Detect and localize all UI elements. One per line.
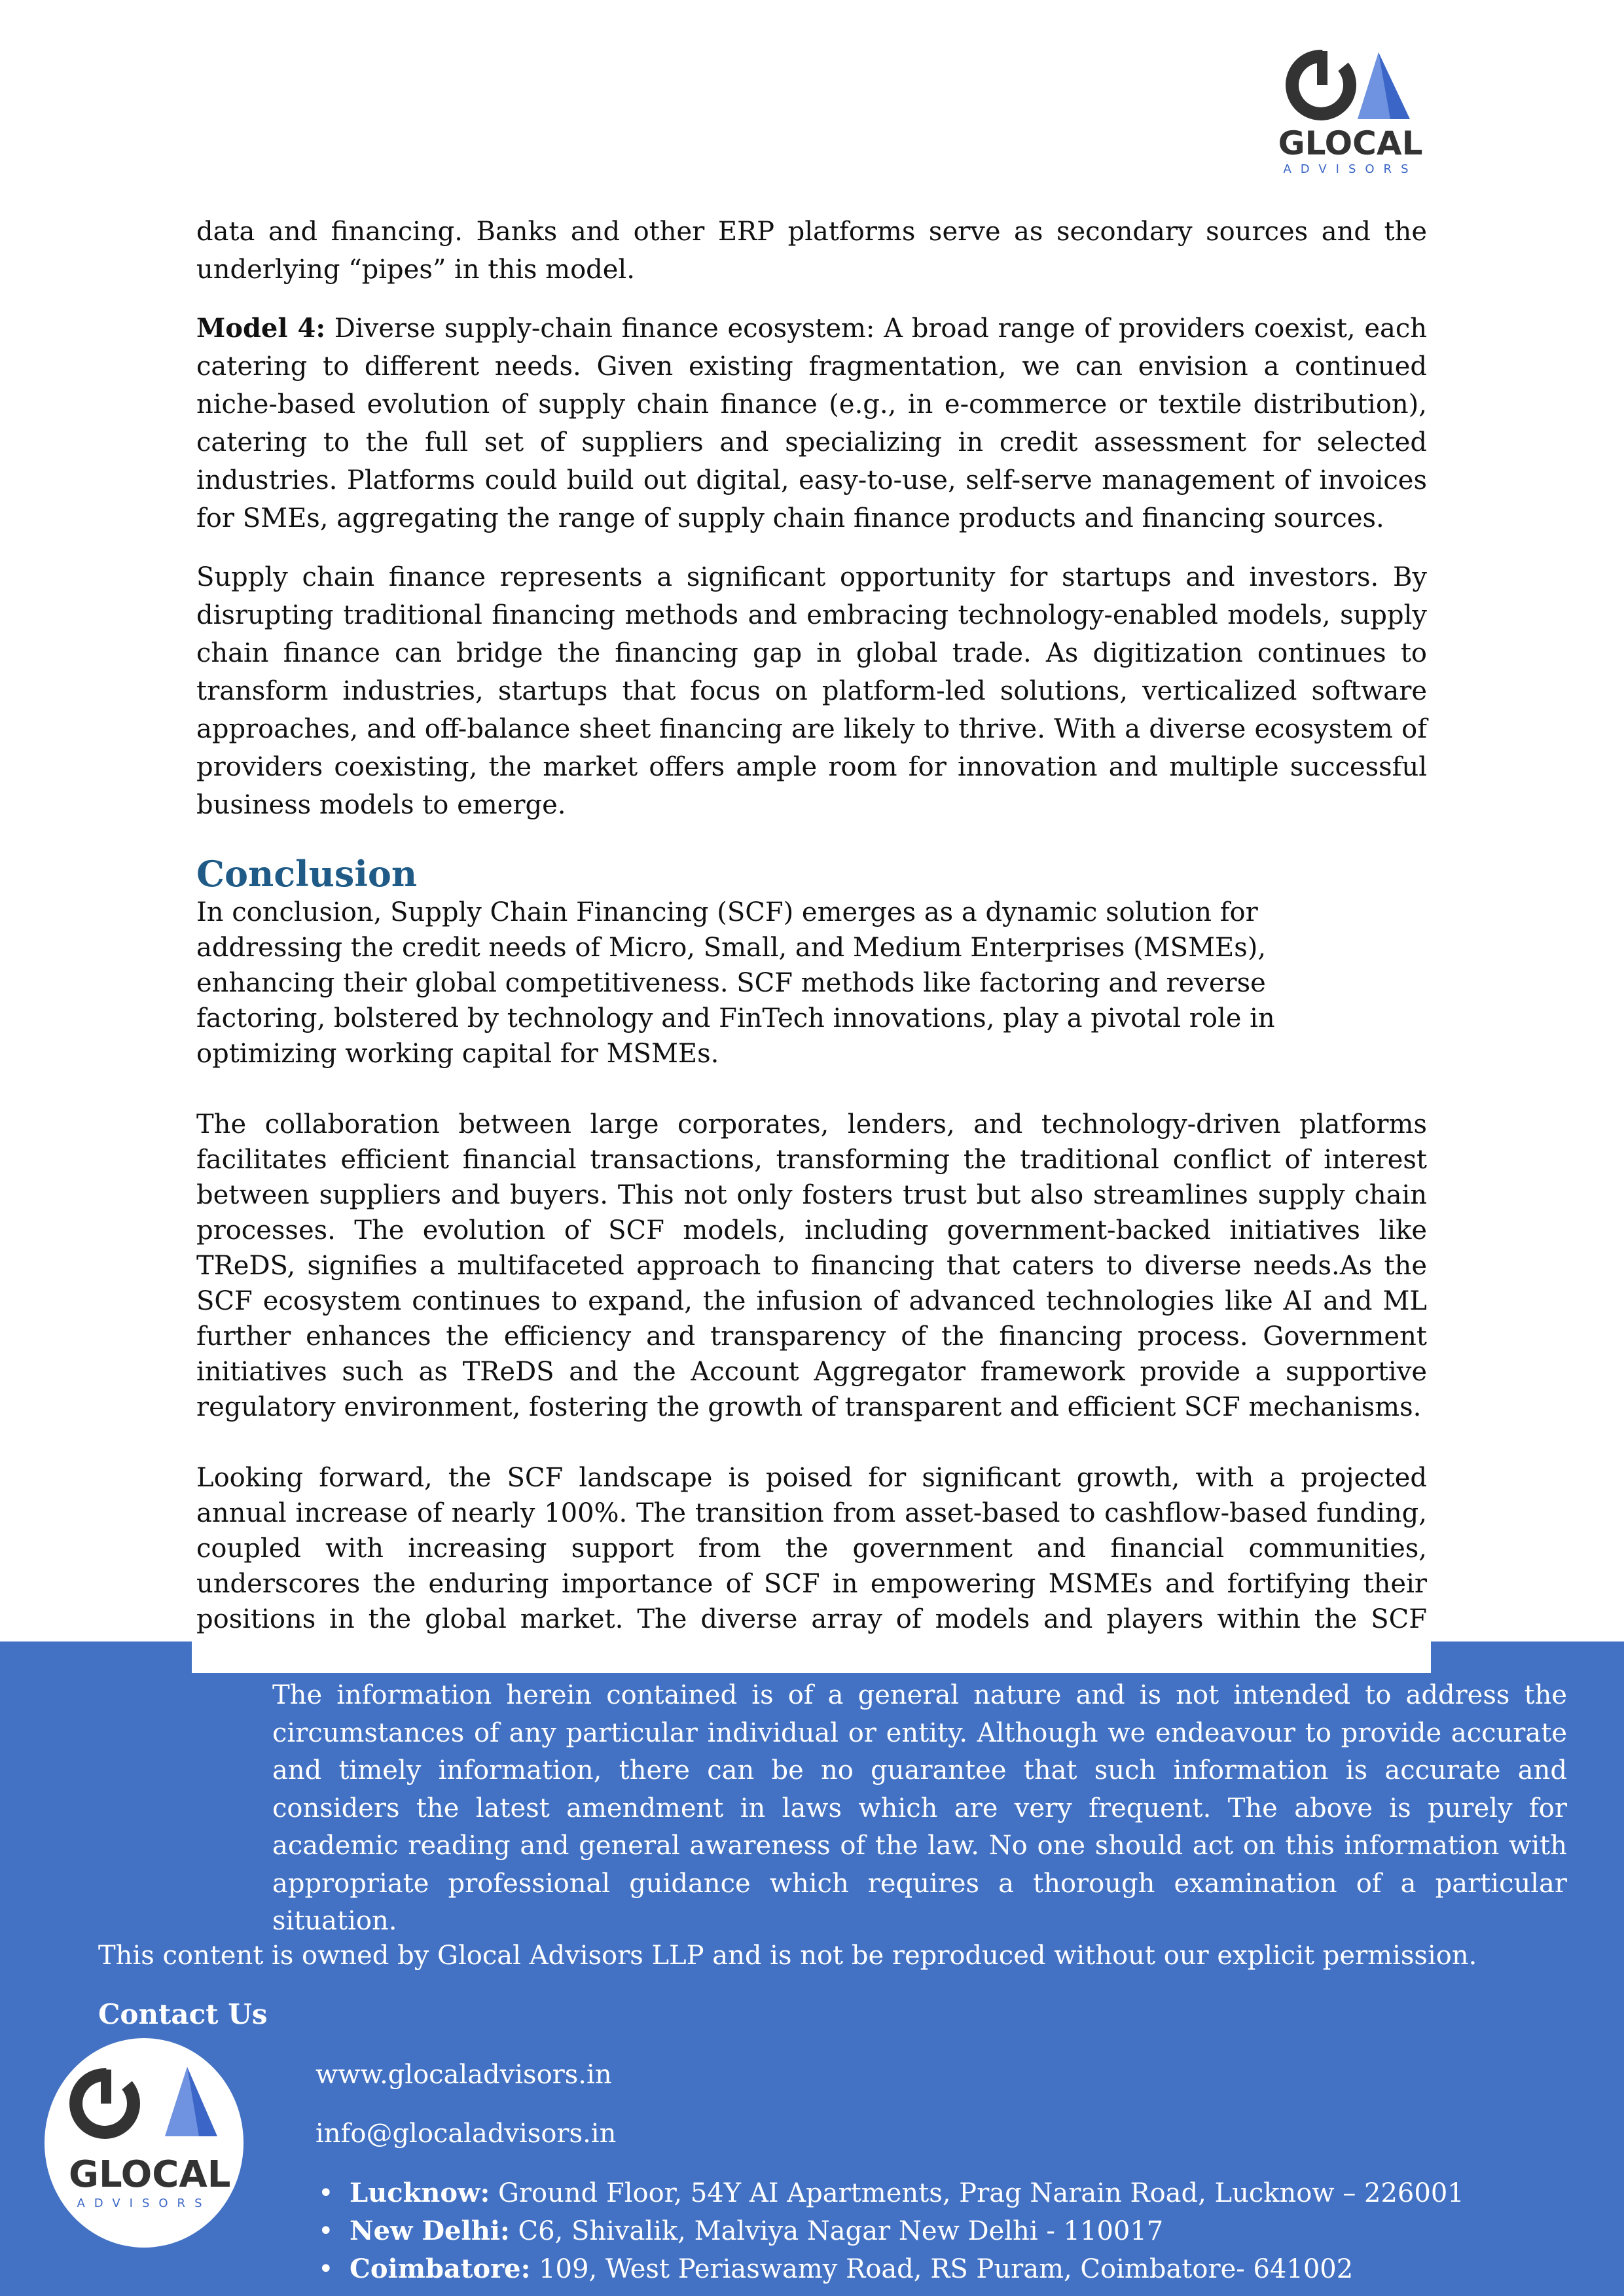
- logo-subtitle: ADVISORS: [1283, 162, 1418, 176]
- office-address: Ground Floor, 54Y AI Apartments, Prag Narain Road, Lucknow – 226001: [490, 2178, 1464, 2208]
- logo-wordmark: GLOCAL: [69, 2153, 231, 2196]
- website-link[interactable]: www.glocaladvisors.in: [316, 2060, 612, 2090]
- ownership-notice: This content is owned by Glocal Advisors LLP and is not be reproduced without our explicit permission.: [98, 1941, 1477, 1971]
- footer-logo: [45, 2038, 244, 2248]
- logo-wordmark: GLOCAL: [1278, 124, 1423, 162]
- section-heading-conclusion: Conclusion: [196, 853, 418, 895]
- office-city: New Delhi:: [350, 2215, 510, 2246]
- office-coimbatore: [316, 2250, 1592, 2288]
- office-address: 109, West Periaswamy Road, RS Puram, Coimbatore- 641002: [530, 2254, 1354, 2284]
- model-label: Model 4:: [196, 313, 326, 344]
- contact-heading: Contact Us: [98, 1998, 268, 2030]
- glocal-logo-icon: [45, 2038, 244, 2248]
- paragraph: Looking forward, the SCF landscape is poised for significant growth, with a projected annual increase of nearly 100%. The transition from asset-based to cashflow-based funding, coupled with increasing support from the government and financial communities, underscores the enduring importance of SCF in empowering MSMEs and fortifying their positions in the global market. The diverse array of models and players within the SCF: [196, 1463, 1427, 1634]
- office-lucknow: [316, 2174, 1592, 2212]
- paragraph: data and financing. Banks and other ERP platforms serve as secondary sources and the underlying “pipes” in this model.: [196, 217, 1427, 285]
- article-body: [196, 213, 1427, 1708]
- office-city: Coimbatore:: [350, 2253, 531, 2284]
- logo-subtitle: ADVISORS: [77, 2197, 211, 2210]
- paragraph: Supply chain finance represents a significant opportunity for startups and investors. By disrupting traditional financing methods and embracing technology-enabled models, supply chain finance can bridge the financing gap in global trade. As digitization continues to transform industries, startups that focus on platform-led solutions, verticalized software approaches, and off-balance sheet financing are likely to thrive. With a diverse ecosystem of providers coexisting, the market offers ample room for innovation and multiple successful business models to emerge.: [196, 562, 1427, 820]
- office-city: Lucknow:: [350, 2178, 490, 2208]
- paragraph-model-4: [196, 310, 1427, 537]
- glocal-logo: [1275, 47, 1426, 178]
- glocal-logo-icon: [1275, 47, 1426, 126]
- footer-notch: [192, 1641, 1431, 1673]
- office-address: C6, Shivalik, Malviya Nagar New Delhi - 110017: [509, 2216, 1164, 2246]
- office-new-delhi: [316, 2212, 1592, 2250]
- email-link[interactable]: info@glocaladvisors.in: [316, 2119, 617, 2149]
- paragraph: The collaboration between large corporates, lenders, and technology-driven platforms facilitates efficient financial transactions, transforming the traditional conflict of interest between suppliers and buyers. This not only fosters trust but also streamlines supply chain processes. The evolution of SCF models, including government-backed initiatives like TReDS, signifies a multifaceted approach to financing that caters to diverse needs.As the SCF ecosystem continues to expand, the infusion of advanced technologies like AI and ML further enhances the efficiency and transparency of the financing process. Government initiatives such as TReDS and the Account Aggregator framework provide a supportive regulatory environment, fostering the growth of transparent and efficient SCF mechanisms.: [196, 1109, 1427, 1422]
- office-address-list: [316, 2174, 1592, 2288]
- model-text: Diverse supply-chain finance ecosystem: A broad range of providers coexist, each catering to different needs. Given existing fragmentation, we can envision a continued niche-based evolution of supply chain finance (e.g., in e-commerce or textile distribution), catering to the full set of suppliers and specializing in credit assessment for selected industries. Platforms could build out digital, easy-to-use, self-serve management of invoices for SMEs, aggregating the range of supply chain finance products and financing sources.: [196, 314, 1428, 533]
- disclaimer-text: The information herein contained is of a general nature and is not intended to address the circumstances of any particular individual or entity. Although we endeavour to provide accurate and timely information, there can be no guarantee that such information is accurate and considers the latest amendment in laws which are very frequent. The above is purely for academic reading and general awareness of the law. No one should act on this information with appropriate professional guidance which requires a thorough examination of a particular situation.: [272, 1680, 1567, 1936]
- paragraph: In conclusion, Supply Chain Financing (SCF) emerges as a dynamic solution for addressing the credit needs of Micro, Small, and Medium Enterprises (MSMEs), enhancing their global competitiveness. SCF methods like factoring and reverse factoring, bolstered by technology and FinTech innovations, play a pivotal role in optimizing working capital for MSMEs.: [196, 897, 1275, 1069]
